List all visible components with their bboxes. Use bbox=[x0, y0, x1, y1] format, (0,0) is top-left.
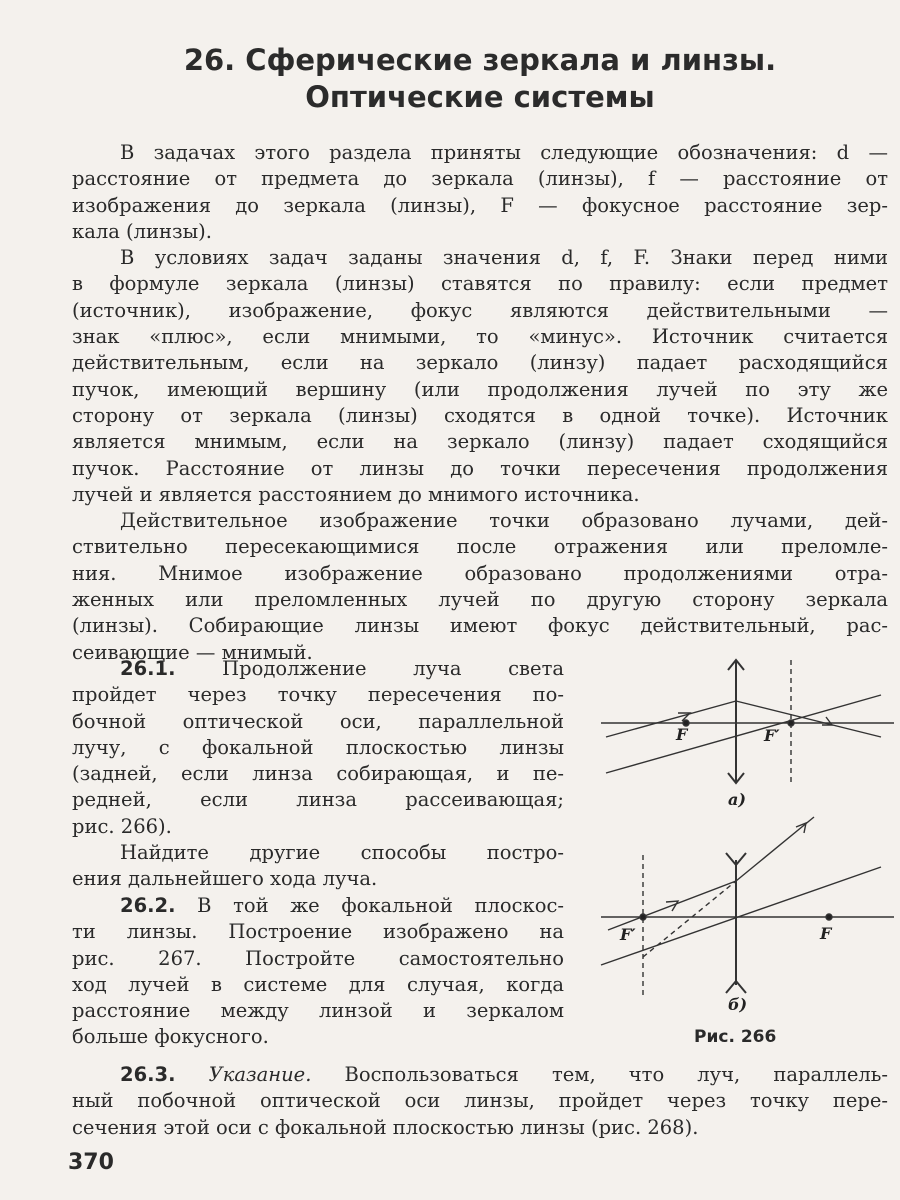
intro-paragraph-2 bbox=[72, 245, 888, 508]
focus-label-right-a: F′ bbox=[764, 726, 780, 745]
text-line: сеивающие — мнимый. bbox=[72, 640, 313, 664]
text-line: сечения этой оси с фокальной плоскостью линзы (рис. 268). bbox=[72, 1115, 699, 1139]
text-line: пучок, имеющий вершину (или продолжения лучей по эту же bbox=[72, 377, 888, 401]
text-line-content: В той же фокальной плоскос- bbox=[197, 894, 564, 917]
text-line: Найдите другие способы постро- bbox=[120, 841, 564, 865]
problem-26-1 bbox=[72, 656, 564, 893]
problem-number: 26.1. bbox=[120, 657, 176, 680]
text-line: ход лучей в системе для случая, когда bbox=[72, 972, 564, 996]
text-line: кала (линзы). bbox=[72, 219, 212, 243]
text-line: (линзы). Собирающие линзы имеют фокус действительный, рас- bbox=[72, 614, 888, 638]
section-title-line-1: 26. Сферические зеркала и линзы. bbox=[183, 43, 777, 77]
text-line: женных или преломленных лучей по другую сторону зеркала bbox=[72, 588, 888, 612]
text-line: ный побочной оптической оси линзы, пройдет через точку пере- bbox=[72, 1089, 888, 1113]
section-title bbox=[130, 42, 830, 116]
focus-label-right-b: F bbox=[820, 924, 832, 943]
figure-caption: Рис. 266 bbox=[694, 1027, 777, 1047]
intro-paragraph-3 bbox=[72, 508, 888, 666]
focus-label-left-a: F bbox=[676, 725, 688, 744]
text-line: пройдет через точку пересечения по- bbox=[72, 683, 564, 707]
text-line: сторону от зеркала (линзы) сходятся в одной точке). Источник bbox=[72, 403, 888, 427]
focus-label-left-b: F′ bbox=[620, 925, 636, 944]
text-line: В задачах этого раздела приняты следующие обозначения: d — bbox=[120, 141, 888, 164]
text-line: (источник), изображение, фокус являются действительными — bbox=[72, 298, 888, 322]
text-line bbox=[72, 893, 564, 919]
text-line: (задней, если линза собирающая, и пе- bbox=[72, 762, 564, 786]
problem-26-3 bbox=[72, 1062, 888, 1141]
subfigure-label-a: а) bbox=[728, 790, 746, 809]
incident-ray-b bbox=[608, 881, 736, 930]
problem-26-2 bbox=[72, 893, 564, 1051]
text-line: ти линзы. Построение изображено на bbox=[72, 920, 564, 944]
text-line: больше фокусного. bbox=[72, 1025, 269, 1049]
hint-label: Указание. bbox=[208, 1063, 312, 1086]
figure-b bbox=[601, 817, 894, 995]
text-line-content: Продолжение луча света bbox=[222, 657, 564, 680]
text-line bbox=[72, 656, 564, 682]
text-line: ения дальнейшего хода луча. bbox=[72, 867, 378, 891]
text-line: лучей и является расстоянием до мнимого источника. bbox=[72, 482, 640, 506]
refracted-ray-b bbox=[736, 817, 814, 881]
focus-point-left-b bbox=[640, 914, 646, 920]
figure-266 bbox=[596, 655, 896, 1055]
text-line: бочной оптической оси, параллельной bbox=[72, 709, 564, 733]
text-line: изображения до зеркала (линзы), F — фокусное расстояние зер- bbox=[72, 193, 888, 217]
text-line-content: Воспользоваться тем, что луч, параллель- bbox=[344, 1063, 888, 1086]
problem-number: 26.3. bbox=[120, 1063, 176, 1086]
text-line: лучу, с фокальной плоскостью линзы bbox=[72, 735, 564, 759]
text-line: рис. 266). bbox=[72, 814, 172, 838]
text-line: ния. Мнимое изображение образовано продолжениями отра- bbox=[72, 561, 888, 585]
subfigure-label-b: б) bbox=[728, 995, 748, 1014]
refracted-ray-a bbox=[736, 701, 881, 737]
intro-text bbox=[72, 140, 888, 666]
text-line: расстояние от предмета до зеркала (линзы), f — расстояние от bbox=[72, 167, 888, 191]
text-line: пучок. Расстояние от линзы до точки пересечения продолжения bbox=[72, 456, 888, 480]
text-line: рис. 267. Постройте самостоятельно bbox=[72, 946, 564, 970]
incident-ray-a bbox=[606, 701, 736, 737]
text-line: ствительно пересекающимися после отражения или преломле- bbox=[72, 535, 888, 559]
section-title-line-2: Оптические системы bbox=[305, 80, 655, 114]
text-line: расстояние между линзой и зеркалом bbox=[72, 999, 564, 1023]
text-line: Действительное изображение точки образовано лучами, дей- bbox=[120, 509, 888, 533]
text-line bbox=[72, 1062, 888, 1088]
problem-number: 26.2. bbox=[120, 894, 176, 917]
focus-point-right-b bbox=[826, 914, 832, 920]
focus-point-right-a bbox=[788, 720, 794, 726]
text-line: В условиях задач заданы значения d, f, F. Знаки перед ними bbox=[120, 246, 888, 270]
text-line: в формуле зеркала (линзы) ставятся по правилу: если предмет bbox=[72, 272, 888, 296]
intro-paragraph-1 bbox=[72, 140, 888, 245]
page-number: 370 bbox=[68, 1150, 114, 1175]
secondary-axis-a bbox=[606, 695, 881, 773]
text-line: действительным, если на зеркало (линзу) падает расходящийся bbox=[72, 351, 888, 375]
text-line: является мнимым, если на зеркало (линзу) падает сходящийся bbox=[72, 430, 888, 454]
text-line: редней, если линза рассеивающая; bbox=[72, 788, 564, 812]
text-line: знак «плюс», если мнимыми, то «минус». Источник считается bbox=[72, 325, 888, 349]
figure-a bbox=[601, 660, 894, 783]
